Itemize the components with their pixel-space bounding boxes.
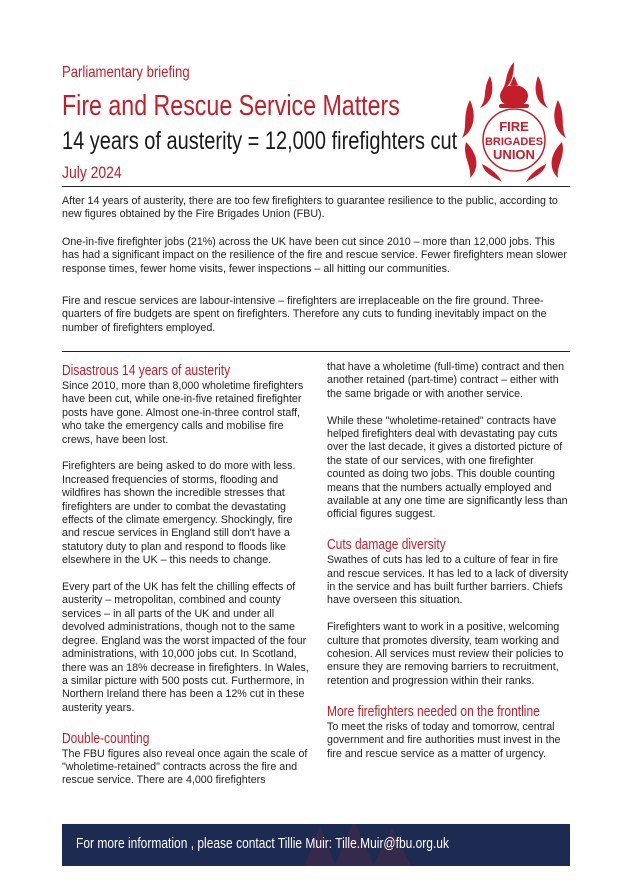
document-label: Parliamentary briefing <box>62 64 190 81</box>
body-paragraph: To meet the risks of today and tomorrow, central government and fire authorities must invest in the fire and rescue service as a matter of urgency. <box>327 720 561 760</box>
logo-text-union: UNION <box>493 147 535 162</box>
logo-text-brigades: BRIGADES <box>484 136 544 148</box>
header-divider <box>62 186 570 187</box>
intro-paragraph: One-in-five firefighter jobs (21%) across the UK have been cut since 2010 – more than 12,000 jobs. This has had a significant impact on the resilience of the fire and rescue service. Fewer firefighters mean slower response times, fewer home visits, fewer inspections – all hitting our communities. <box>62 236 567 275</box>
fbu-logo <box>456 56 572 182</box>
section-heading-austerity: Disastrous 14 years of austerity <box>62 362 231 379</box>
body-paragraph: Swathes of cuts has led to a culture of fear in fire and rescue services. It has led to a lack of diversity in the service and has built further barriers. Chiefs have overseen this situation. <box>327 554 569 607</box>
left-column <box>62 361 312 801</box>
contact-footer <box>62 824 570 866</box>
body-paragraph: While these "wholetime-retained" contracts have helped firefighters deal with devastating pay cuts over the last decade, it gives a distorted picture of the state of our services, with one firefighter counted as doing two jobs. This double counting means that the numbers actually employed and available at any one time are significantly less than official figures suggest. <box>327 414 568 521</box>
section-heading-double-counting: Double-counting <box>62 729 150 747</box>
section-heading-frontline: More firefighters needed on the frontline <box>327 702 540 720</box>
right-column <box>327 361 572 774</box>
body-paragraph: The FBU figures also reveal once again the scale of "wholetime-retained" contracts across the fire and rescue service. There are 4,000 firefighters <box>62 747 308 787</box>
contact-text: For more information , please contact Tillie Muir: Tille.Muir@fbu.org.uk <box>76 835 449 852</box>
section-heading-diversity: Cuts damage diversity <box>327 536 446 554</box>
publication-date: July 2024 <box>62 163 122 182</box>
logo-text-fire: FIRE <box>499 119 529 134</box>
intro-divider <box>62 351 570 352</box>
body-paragraph: Firefighters are being asked to do more with less. Increased frequencies of storms, flooding and wildfires has shown the incredible stresses that firefighters are under to combat the devastating effects of the climate emergency. Shockingly, fire and rescue services in England still don't have a statutory duty to plan and respond to floods like elsewhere in the UK – this needs to change. <box>62 460 296 567</box>
page-title: Fire and Rescue Service Matters <box>62 90 400 122</box>
intro-paragraph: After 14 years of austerity, there are too few firefighters to guarantee resilience to the public, according to new figures obtained by the Fire Brigades Union (FBU). <box>62 195 558 221</box>
body-paragraph: Every part of the UK has felt the chilling effects of austerity – metropolitan, combined and county services – in all parts of the UK and under all devolved administrations, though not to the same degree. England was the worst impacted of the four administrations, with 10,000 jobs cut. In Scotland, there was an 18% decrease in firefighters. In Wales, a similar picture with 500 posts cut. Furthermore, in Northern Ireland there has been a 12% cut in these austerity years. <box>62 581 309 714</box>
page-subtitle: 14 years of austerity = 12,000 firefighters cut <box>62 127 458 155</box>
body-paragraph: that have a wholetime (full-time) contract and then another retained (part-time) contract – either with the same brigade or with another service. <box>327 361 565 400</box>
body-paragraph: Since 2010, more than 8,000 wholetime firefighters have been cut, while one-in-five retained firefighter posts have gone. Almost one-in-three control staff, who take the emergency calls and mobilise fire crews, have been lost. <box>62 380 304 446</box>
intro-paragraph: Fire and rescue services are labour-intensive – firefighters are irreplaceable on the fire ground. Three-quarters of fire budgets are spent on firefighters. Therefore any cuts to funding inevitably impact on the number of firefighters employed. <box>62 295 547 334</box>
body-paragraph: Firefighters want to work in a positive, welcoming culture that promotes diversity, team working and cohesion. All services must review their policies to ensure they are removing barriers to recruitment, retention and progression within their ranks. <box>327 621 564 687</box>
